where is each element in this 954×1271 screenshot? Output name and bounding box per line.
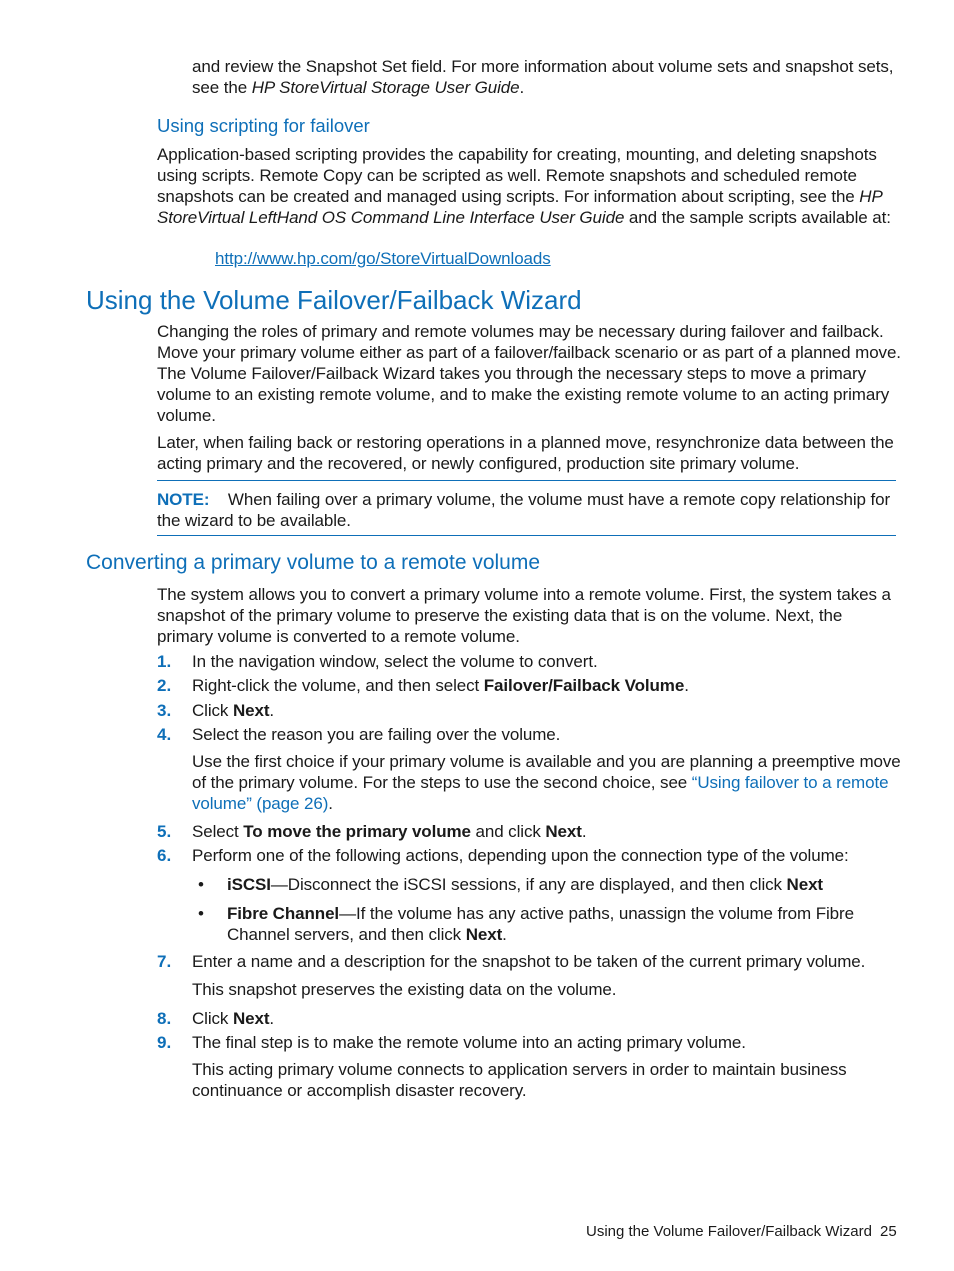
step-number: 6. [157,846,172,865]
ui-label-next: Next [232,1009,270,1028]
step-9-detail: This acting primary volume connects to application servers in order to maintain business continuance or accomplish disaster recovery. [192,1060,847,1100]
scripting-guide-title: HP StoreVirtual LeftHand OS Command Line Interface User Guide [157,187,883,227]
step-number: 3. [157,701,172,720]
step-number: 1. [157,652,172,671]
intro-guide-title: HP StoreVirtual Storage User Guide [251,78,520,97]
ui-label-next: Next [465,925,503,944]
cross-reference-link[interactable]: “Using failover to a remote volume” (page 26) [192,773,889,813]
step-1-text: In the navigation window, select the volume to convert. [192,652,598,671]
note-block [157,489,902,531]
step-7-text: Enter a name and a description for the snapshot to be taken of the current primary volume. [192,952,866,971]
ui-label-move-primary: To move the primary volume [243,822,471,841]
scripting-text: Application-based scripting provides the capability for creating, mounting, and deleting snapshots using scripts. Remote Copy can be scripted as well. Remote snapshots and scheduled remote snapshots can be created and managed using scripts. For information about scripting, see the [157,145,877,206]
wizard-paragraph-2: Later, when failing back or restoring operations in a planned move, resynchronize data between the acting primary and the recovered, or newly configured, production site primary volume. [157,433,894,473]
intro-period: . [519,78,525,97]
page-number: 25 [880,1223,897,1240]
ui-label-failover-failback-volume: Failover/Failback Volume [483,676,685,695]
wizard-heading: Using the Volume Failover/Failback Wizard [86,285,582,315]
ui-label-next: Next [545,822,582,841]
step-8-text: Click Next. [192,1009,275,1028]
footer-title: Using the Volume Failover/Failback Wizard [586,1223,872,1240]
scripting-text-end: and the sample scripts available at: [624,208,891,227]
step-5-text: Select To move the primary volume and click Next. [192,822,587,841]
note-bottom-rule [157,535,896,536]
converting-intro: The system allows you to convert a primary volume into a remote volume. First, the system takes a snapshot of the primary volume to preserve the existing data that is on the volume. Next, the primary volume is converted to a remote volume. [157,585,891,646]
converting-heading: Converting a primary volume to a remote volume [86,551,541,574]
step-number: 2. [157,676,172,695]
wizard-paragraph-1: Changing the roles of primary and remote volumes may be necessary during failover and failback. Move your primary volume either as part of a failover/failback scenario or as part of a planned move. The Volume Failover/Failback Wizard takes you through the necessary steps to move a primary volume to an existing remote volume, and to make the existing remote volume to an acting primary volume. [157,322,901,425]
scripting-heading: Using scripting for failover [157,115,370,136]
step-9-text: The final step is to make the remote volume into an acting primary volume. [192,1033,746,1052]
step-number: 9. [157,1033,172,1052]
ui-label-next: Next [232,701,270,720]
step-number: 4. [157,725,172,744]
step-number: 8. [157,1009,172,1028]
step-3-text: Click Next. [192,701,275,720]
note-label: NOTE: [157,490,210,509]
bullet-icon: • [198,904,204,923]
note-text: When failing over a primary volume, the volume must have a remote copy relationship for the wizard to be available. [157,490,891,530]
scripting-paragraph [157,144,902,228]
step-6-text: Perform one of the following actions, depending upon the connection type of the volume: [192,846,849,865]
step-4-detail: Use the first choice if your primary volume is available and you are planning a preemptive move of the primary volume. For the steps to use the second choice, see “Using failover to a remote volume” (page 26). [192,752,901,813]
bullet-icon: • [198,875,204,894]
step-7-detail: This snapshot preserves the existing data on the volume. [192,980,617,999]
bullet-iscsi: iSCSI—Disconnect the iSCSI sessions, if any are displayed, and then click Next [227,875,823,894]
ui-label-next: Next [786,875,823,894]
intro-paragraph [192,56,902,98]
intro-text: and review the Snapshot Set field. For more information about volume sets and snapshot sets, see the [192,57,894,97]
bullet-fibre-channel: Fibre Channel—If the volume has any active paths, unassign the volume from Fibre Channel servers, and then click Next. [227,904,854,944]
step-4-text: Select the reason you are failing over the volume. [192,725,561,744]
step-2-text: Right-click the volume, and then select Failover/Failback Volume. [192,676,689,695]
step-number: 7. [157,952,172,971]
note-top-rule [157,480,896,481]
step-number: 5. [157,822,172,841]
downloads-link[interactable]: http://www.hp.com/go/StoreVirtualDownloads [215,249,551,268]
